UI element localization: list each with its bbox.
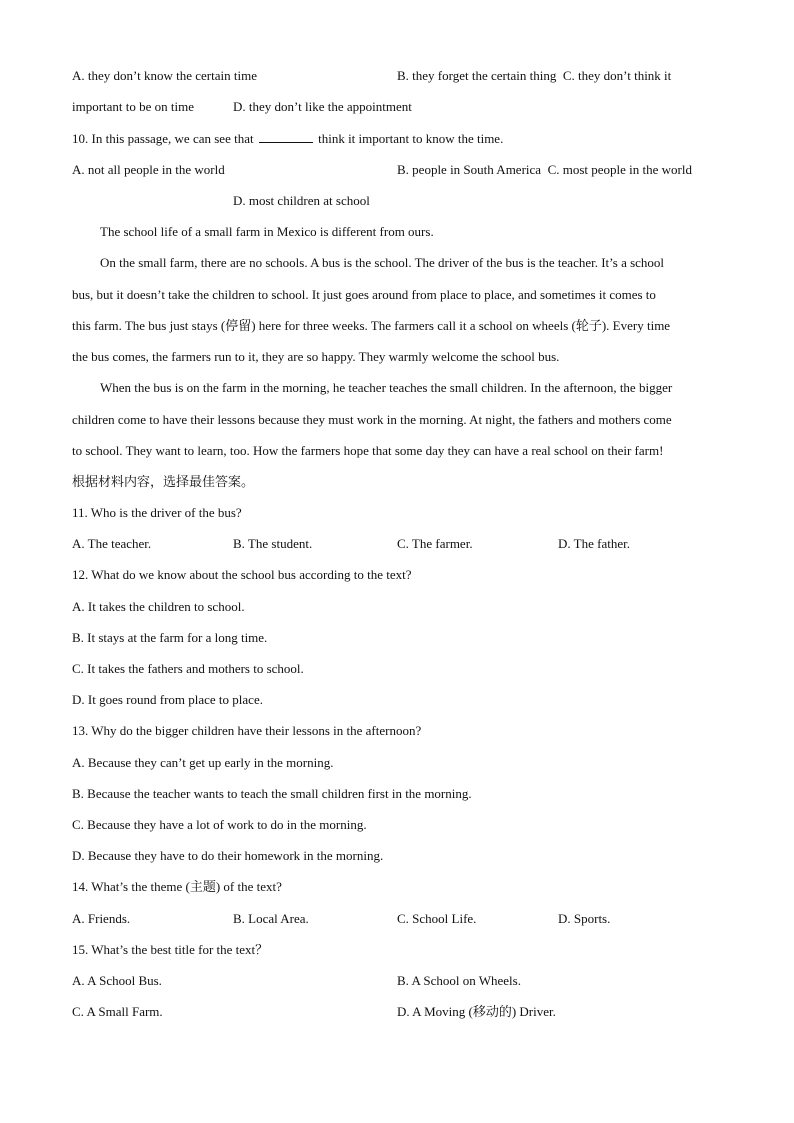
instruction-text: 根据材料内容，选择最佳答案。 [72,474,255,489]
q12-option-a: A. It takes the children to school. [72,599,245,614]
q10-stem-before: 10. In this passage, we can see that [72,131,254,146]
q9-option-c-continued: important to be on time [72,99,195,114]
q12-option-d: D. It goes round from place to place. [72,692,263,707]
passage-paragraph-2-line-3: this farm. The bus just stays (停留) here for three weeks. The farmers call it a school on wheels (轮子). Every time [72,318,671,333]
q9-option-b: B. they forget the certain thing [397,68,557,83]
q10-stem [72,131,503,147]
passage-paragraph-1: The school life of a small farm in Mexico is different from ours. [100,224,434,239]
passage-paragraph-3-line-2: children come to have their lessons because they must work in the morning. At night, the fathers and mothers come [72,412,672,427]
q9-option-c: C. they don’t think it [562,68,672,83]
q12-option-b: B. It stays at the farm for a long time. [72,630,268,645]
q14-option-c: C. School Life. [397,911,477,926]
q13-option-a: A. Because they can’t get up early in the morning. [72,755,334,770]
q12-option-c: C. It takes the fathers and mothers to school. [72,661,304,676]
q11-stem: 11. Who is the driver of the bus? [72,505,242,520]
q11-option-a: A. The teacher. [72,536,152,551]
q13-stem: 13. Why do the bigger children have their lessons in the afternoon? [72,723,422,738]
q9-option-a: A. they don’t know the certain time [72,68,257,83]
q15-option-d: D. A Moving (移动的) Driver. [397,1004,556,1019]
q11-option-b: B. The student. [233,536,313,551]
q13-option-d: D. Because they have to do their homework in the morning. [72,848,384,863]
q9-option-b-and-c [397,68,671,84]
q15-stem: 15. What’s the best title for the text？ [72,942,269,957]
q13-option-c: C. Because they have a lot of work to do in the morning. [72,817,367,832]
q12-stem: 12. What do we know about the school bus according to the text? [72,567,412,582]
q13-option-b: B. Because the teacher wants to teach the small children first in the morning. [72,786,472,801]
q15-option-a: A. A School Bus. [72,973,162,988]
passage-paragraph-3-line-3: to school. They want to learn, too. How the farmers hope that some day they can have a real school on their farm! [72,443,664,458]
passage-paragraph-2-line-2: bus, but it doesn’t take the children to school. It just goes around from place to place, and sometimes it comes to [72,287,656,302]
q10-option-d: D. most children at school [233,193,370,208]
passage-paragraph-2-line-1: On the small farm, there are no schools. A bus is the school. The driver of the bus is the teacher. It’s a school [100,255,665,270]
q14-option-b: B. Local Area. [233,911,309,926]
q11-option-d: D. The father. [558,536,630,551]
q15-option-c: C. A Small Farm. [72,1004,163,1019]
passage-paragraph-2-line-4: the bus comes, the farmers run to it, they are so happy. They warmly welcome the school bus. [72,349,560,364]
q14-option-d: D. Sports. [558,911,611,926]
q14-stem: 14. What’s the theme (主题) of the text? [72,879,282,894]
q10-option-c: C. most people in the world [547,162,692,177]
q9-option-d: D. they don’t like the appointment [233,99,412,114]
q11-option-c: C. The farmer. [397,536,473,551]
q10-option-b-and-c [397,162,692,178]
passage-paragraph-3-line-1: When the bus is on the farm in the morning, he teacher teaches the small children. In the afternoon, the bigger [100,380,673,395]
q10-option-a: A. not all people in the world [72,162,225,177]
q15-option-b: B. A School on Wheels. [397,973,521,988]
answer-blank [259,131,313,143]
q14-option-a: A. Friends. [72,911,131,926]
q10-stem-after: think it important to know the time. [318,131,504,146]
q10-option-b: B. people in South America [397,162,542,177]
